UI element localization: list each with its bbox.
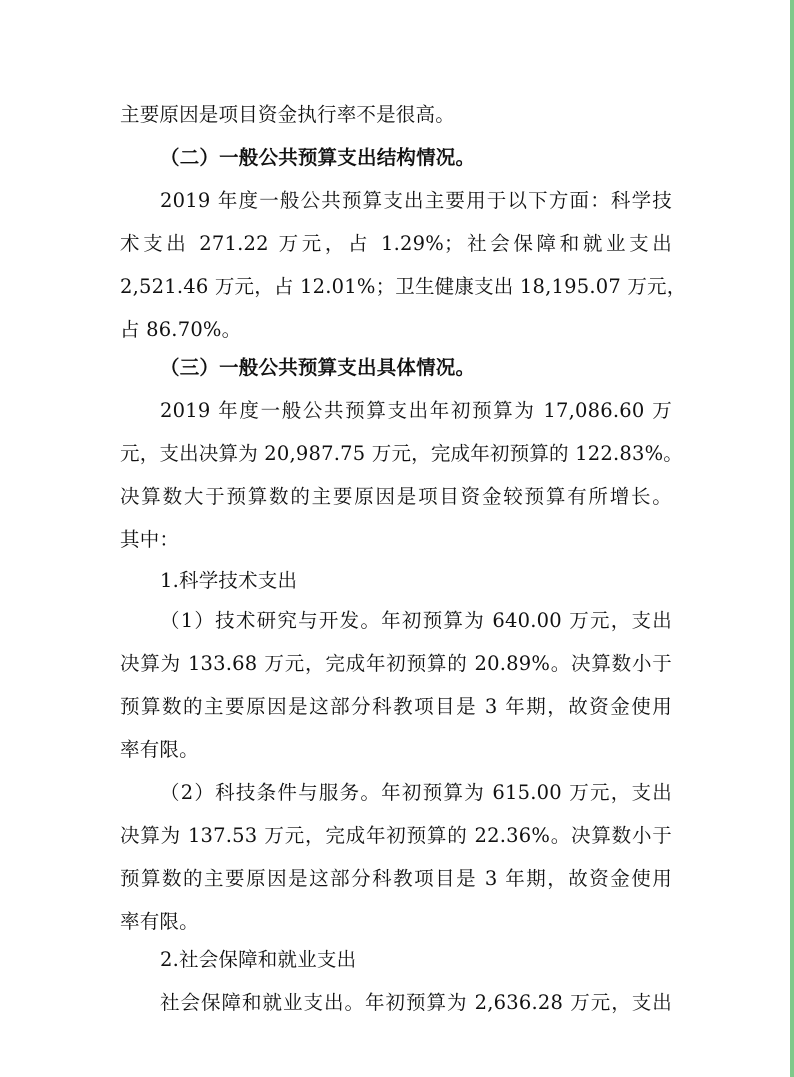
section-heading-2: （二）一般公共预算支出结构情况。 [160,146,476,169]
text-line: 元，支出决算为 20,987.75 万元，完成年初预算的 122.83%。 [120,442,683,465]
text-line: 决算为 137.53 万元，完成年初预算的 22.36%。决算数小于 [120,824,672,847]
subsection-heading-1: 1.科学技术支出 [160,569,298,592]
text-line: 2019 年度一般公共预算支出主要用于以下方面：科学技 [160,189,672,212]
text-line: 决算数大于预算数的主要原因是项目资金较预算有所增长。 [120,485,672,508]
text-line: 社会保障和就业支出。年初预算为 2,636.28 万元，支出 [160,991,672,1014]
text-line: 其中： [120,528,180,551]
page-edge-accent [790,0,794,1077]
text-line: （2）科技条件与服务。年初预算为 615.00 万元，支出 [160,781,672,804]
text-line: 预算数的主要原因是这部分科教项目是 3 年期，故资金使用 [120,695,672,718]
text-line: 主要原因是项目资金执行率不是很高。 [120,103,455,126]
text-line: 决算为 133.68 万元，完成年初预算的 20.89%。决算数小于 [120,652,672,675]
text-line: 2,521.46 万元，占 12.01%；卫生健康支出 18,195.07 万元， [120,275,687,298]
text-line: 2019 年度一般公共预算支出年初预算为 17,086.60 万 [160,399,672,422]
section-heading-3: （三）一般公共预算支出具体情况。 [160,356,476,379]
subsection-heading-2: 2.社会保障和就业支出 [160,948,357,971]
text-line: 占 86.70%。 [120,318,242,341]
text-line: 率有限。 [120,910,199,933]
text-line: （1）技术研究与开发。年初预算为 640.00 万元，支出 [160,609,672,632]
text-line: 率有限。 [120,738,199,761]
text-line: 术支出 271.22 万元，占 1.29%；社会保障和就业支出 [120,232,672,255]
text-line: 预算数的主要原因是这部分科教项目是 3 年期，故资金使用 [120,867,672,890]
